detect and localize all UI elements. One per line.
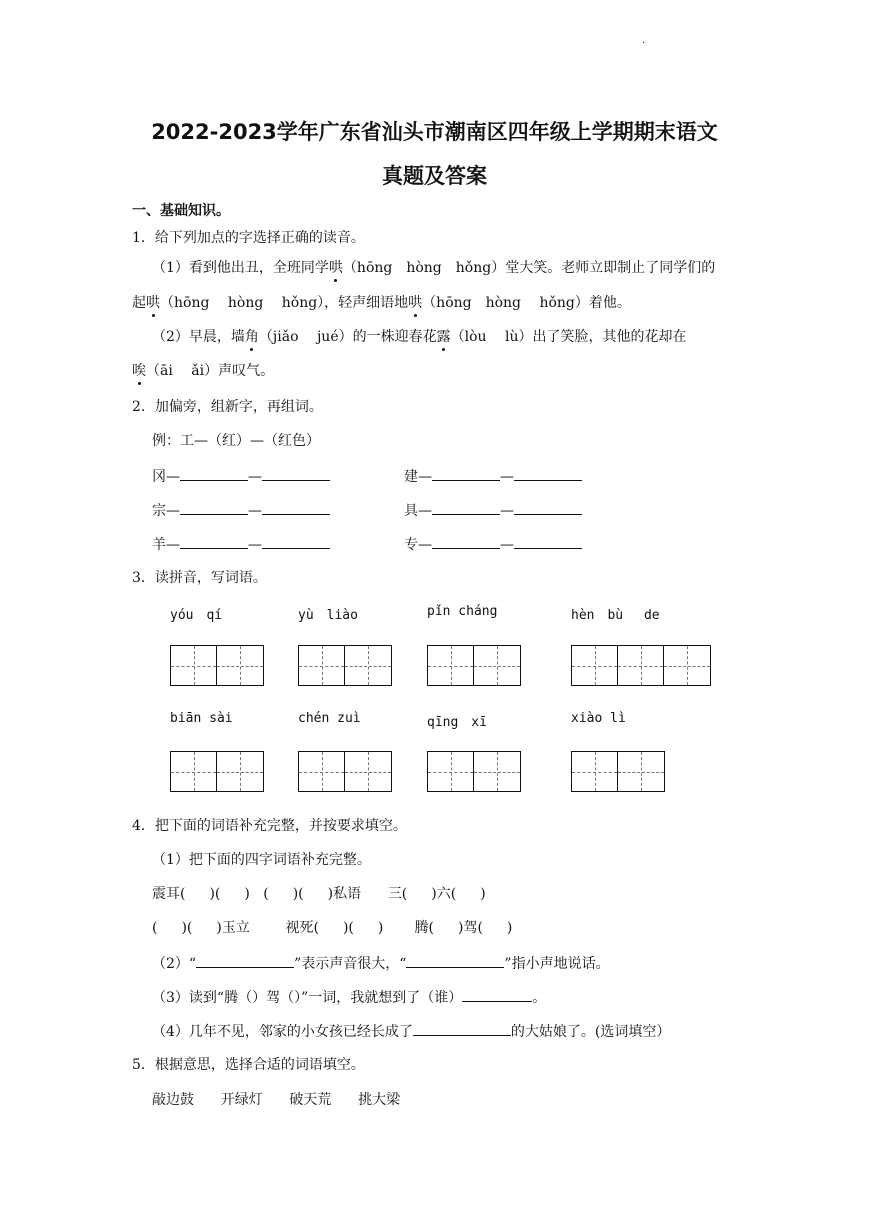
blank-line[interactable]: [432, 500, 500, 515]
pinyin-label: xiào lì: [571, 711, 626, 726]
q2-row: 具— —: [404, 500, 582, 521]
blank-line[interactable]: [514, 500, 582, 515]
blank-line[interactable]: [514, 534, 582, 549]
q2-row: 冈— —: [152, 466, 330, 487]
page-title-line2: 真题及答案: [382, 164, 487, 188]
q4-sub3: （3）读到“腾（）驾（）”一词，我就想到了（谁） 。: [152, 987, 546, 1008]
writing-grid[interactable]: [427, 645, 521, 686]
q1-line4: 唉（āi ǎi）声叹气。: [132, 363, 275, 379]
q1-line3: （2）早晨，墙角（jiǎo jué）的一株迎春花露（lòu lù）出了笑脸，其他的花却在: [152, 329, 687, 345]
q4-sub4: （4）几年不见，邻家的小女孩已经长成了 的大姑娘了。(选词填空）: [152, 1021, 670, 1042]
blank-line[interactable]: [262, 466, 330, 481]
blank-line[interactable]: [462, 987, 532, 1002]
q4-sub1: （1）把下面的四字词语补充完整。: [152, 852, 371, 868]
q4-idiom-row2: ( )( )玉立 视死( )( ) 腾( )驾( ): [152, 920, 513, 936]
dotted-char: 角: [244, 329, 259, 345]
blank-line[interactable]: [514, 466, 582, 481]
writing-grid[interactable]: [298, 751, 392, 792]
q5-word-bank: [152, 1090, 400, 1110]
q2-row: 宗— —: [152, 500, 330, 521]
pinyin-label: yóu qí: [170, 608, 223, 623]
blank-line[interactable]: [413, 1021, 511, 1036]
writing-grid[interactable]: [170, 751, 264, 792]
blank-line[interactable]: [180, 466, 248, 481]
q2-example: 例：工—（红）—（红色）: [152, 433, 320, 449]
blank-line[interactable]: [432, 466, 500, 481]
blank-line[interactable]: [196, 953, 294, 968]
word-option: 敲边鼓: [152, 1092, 194, 1108]
q5-stem: 5．根据意思，选择合适的词语填空。: [132, 1057, 365, 1073]
word-option: 挑大梁: [358, 1092, 401, 1108]
q2-row: 专— —: [404, 534, 582, 555]
q3-stem: 3．读拼音，写词语。: [132, 570, 267, 586]
q1-line1: （1）看到他出丑，全班同学哄（hōng hòng hǒng）堂大笑。老师立即制止了同学们的: [152, 260, 716, 276]
q1-line2: 起哄（hōng hòng hǒng），轻声细语地哄（hōng hòng hǒng）着他。: [132, 295, 631, 311]
pinyin-label: pǐn cháng: [427, 604, 498, 619]
writing-grid[interactable]: [298, 645, 392, 686]
page-title: 2022-2023学年广东省汕头市潮南区四年级上学期期末语文: [151, 120, 718, 144]
q2-stem: 2．加偏旁，组新字，再组词。: [132, 399, 323, 415]
blank-line[interactable]: [406, 953, 504, 968]
dotted-char: 哄: [408, 295, 423, 311]
q2-row: 建— —: [404, 466, 582, 487]
pinyin-label: qīng xī: [427, 715, 487, 730]
writing-grid[interactable]: [427, 751, 521, 792]
q1-stem: 1．给下列加点的字选择正确的读音。: [132, 230, 365, 246]
q4-sub2: （2）“ ”表示声音很大，“ ”指小声地说话。: [152, 953, 610, 974]
blank-line[interactable]: [180, 534, 248, 549]
dotted-char: 露: [436, 329, 451, 345]
pinyin-label: yù liào: [298, 608, 358, 623]
dotted-char: 哄: [146, 295, 160, 311]
blank-line[interactable]: [180, 500, 248, 515]
blank-line[interactable]: [432, 534, 500, 549]
writing-grid[interactable]: [170, 645, 264, 686]
dotted-char: 哄: [328, 260, 343, 276]
writing-grid[interactable]: [571, 751, 665, 792]
section-heading: 一、基础知识。: [132, 203, 230, 219]
q4-stem: 4．把下面的词语补充完整，并按要求填空。: [132, 818, 407, 834]
pinyin-label: biān sài: [170, 711, 233, 726]
header-mark: ·: [642, 38, 646, 49]
pinyin-label: hèn bù de: [571, 608, 660, 623]
q2-row: 羊— —: [152, 534, 330, 555]
blank-line[interactable]: [262, 534, 330, 549]
pinyin-label: chén zuì: [298, 711, 361, 726]
word-option: 开绿灯: [220, 1092, 263, 1108]
writing-grid[interactable]: [571, 645, 711, 686]
dotted-char: 唉: [132, 363, 146, 379]
word-option: 破天荒: [289, 1092, 332, 1108]
q4-idiom-row1: 震耳( )( ) ( )( )私语 三( )六( ): [152, 886, 486, 902]
blank-line[interactable]: [262, 500, 330, 515]
